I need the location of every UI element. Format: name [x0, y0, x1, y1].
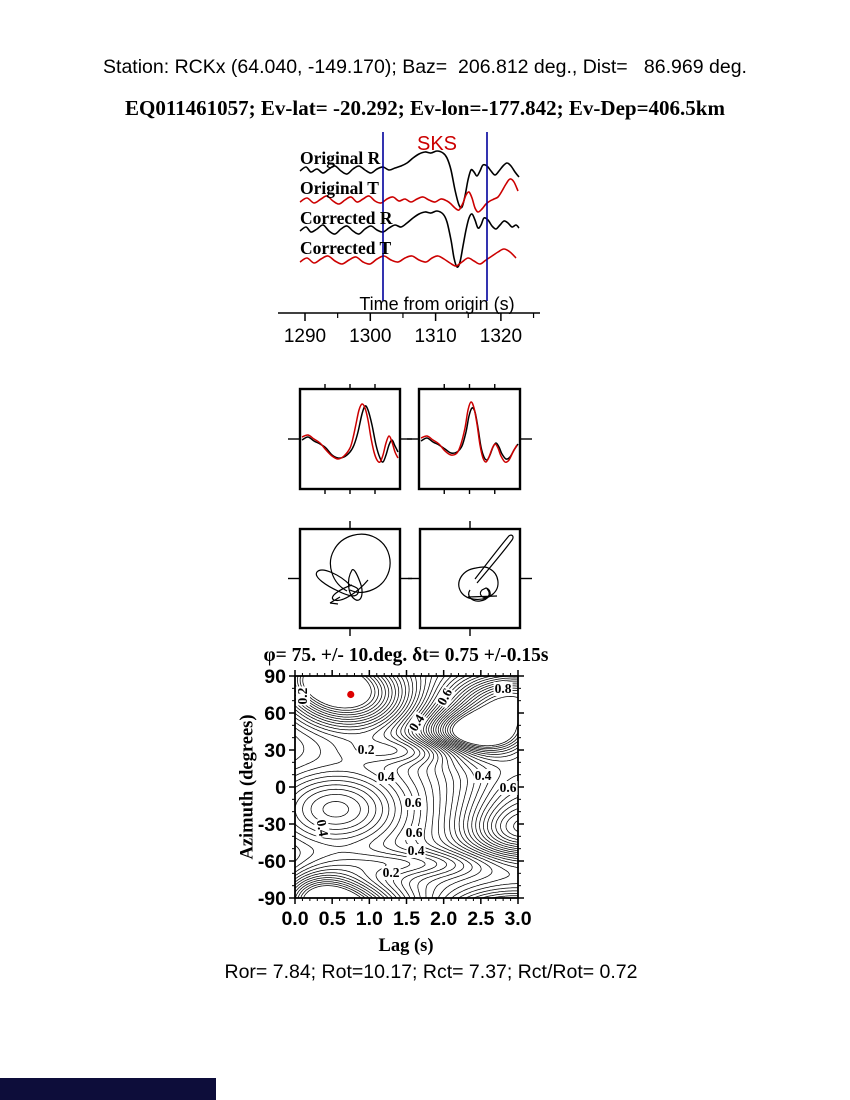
time-axis-label: Time from origin (s): [359, 294, 515, 314]
energy-ratio-stats: Ror= 7.84; Rot=10.17; Rct= 7.37; Rct/Rot= 0.72: [224, 961, 638, 983]
lag-tick-label: 2.5: [467, 908, 495, 930]
overlay-trace-0: [302, 404, 398, 462]
azimuth-axis-label: Azimuth (degrees): [237, 714, 258, 860]
contour-level-label: 0.4: [377, 769, 395, 784]
contour-level-label: 0.4: [313, 818, 332, 838]
event-title: EQ011461057; Ev-lat= -20.292; Ev-lon=-177.842; Ev-Dep=406.5km: [125, 96, 725, 120]
lag-tick-label: 0.5: [318, 908, 346, 930]
lag-tick-label: 3.0: [504, 908, 532, 930]
trace-label-original-t: Original T: [300, 178, 379, 198]
taskbar-fragment: [0, 1078, 216, 1100]
particle-motion-path-1: [459, 567, 498, 599]
contour-level-label: 0.4: [405, 711, 428, 734]
contour-level-label: 0.6: [405, 825, 423, 840]
azimuth-tick-label: -30: [257, 814, 286, 836]
energy-map-frame: [295, 676, 518, 898]
azimuth-tick-label: 90: [264, 666, 286, 688]
best-fit-solution-dot: [347, 691, 354, 698]
contour-level-label: 0.2: [295, 687, 310, 705]
time-axis-tick-label: 1300: [349, 326, 392, 347]
lag-tick-label: 1.5: [392, 908, 421, 930]
azimuth-tick-label: 60: [264, 703, 286, 725]
contour-level-label: 0.6: [404, 795, 422, 810]
overlay-trace-1: [421, 408, 518, 460]
trace-label-corrected-r: Corrected R: [300, 208, 393, 228]
lag-axis-label: Lag (s): [378, 936, 434, 956]
energy-contour-lines: [295, 676, 518, 898]
contour-level-label: 0.8: [494, 681, 512, 696]
station-title: Station: RCKx (64.040, -149.170); Baz= 206.812 deg., Dist= 86.969 deg.: [103, 56, 747, 78]
contour-level-label: 0.6: [433, 685, 456, 708]
contour-level-label: 0.4: [474, 768, 492, 783]
time-axis-tick-label: 1320: [479, 326, 523, 347]
phase-label-sks: SKS: [416, 133, 458, 155]
contour-level-label: 0.6: [499, 780, 517, 795]
particle-box-1-frame: [420, 529, 520, 628]
particle-motion-path-1: [475, 535, 513, 583]
lag-tick-label: 2.0: [430, 908, 458, 930]
contour-level-label: 0.2: [357, 742, 375, 757]
lag-tick-label: 1.0: [355, 908, 383, 930]
azimuth-tick-label: 0: [275, 777, 286, 799]
overlay-trace-1: [421, 402, 517, 462]
azimuth-tick-label: -60: [257, 851, 286, 873]
contour-level-label: 0.4: [407, 843, 425, 858]
splitting-result-title: φ= 75. +/- 10.deg. δt= 0.75 +/-0.15s: [263, 645, 549, 666]
time-axis-tick-label: 1290: [283, 326, 327, 347]
trace-label-original-r: Original R: [300, 148, 381, 168]
trace-label-corrected-t: Corrected T: [300, 238, 392, 258]
contour-level-label: 0.2: [382, 865, 400, 880]
azimuth-tick-label: -90: [257, 888, 286, 910]
lag-tick-label: 0.0: [281, 908, 309, 930]
time-axis-tick-label: 1310: [414, 326, 457, 347]
azimuth-tick-label: 30: [264, 740, 286, 762]
